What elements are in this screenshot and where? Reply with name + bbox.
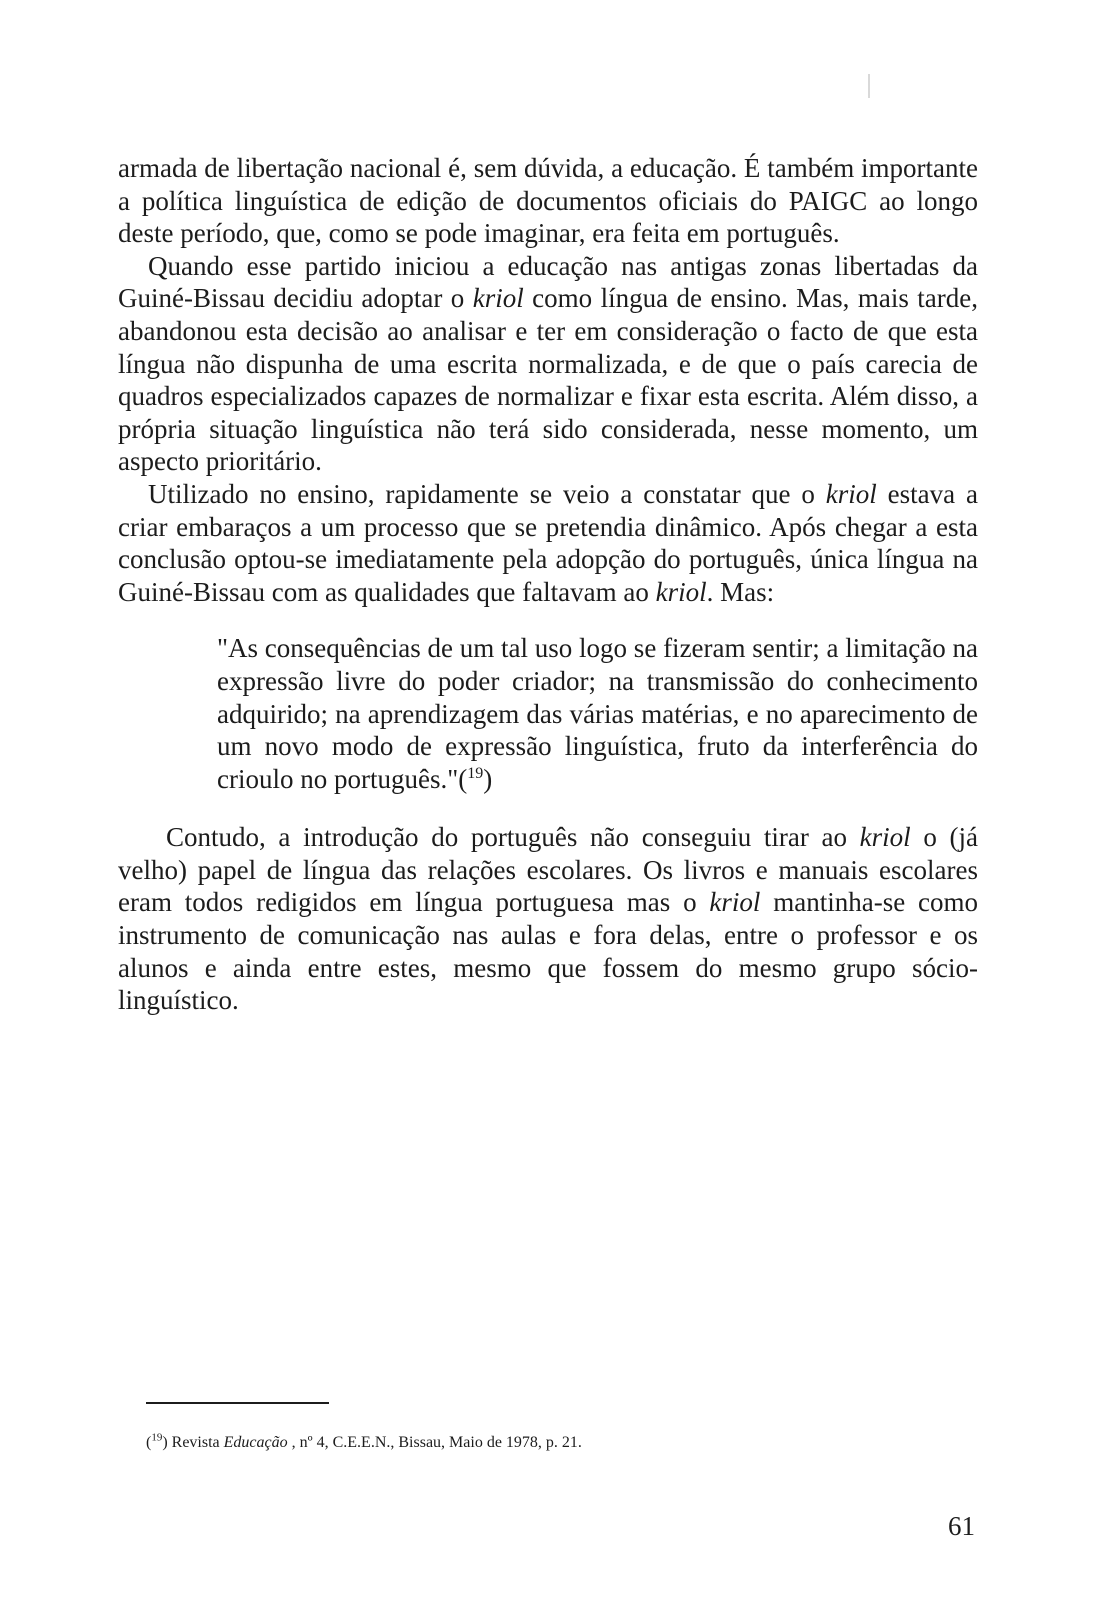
term-kriol: kriol bbox=[859, 822, 911, 853]
paragraph-3-text-a: Utilizado no ensino, rapidamente se veio a constatar que o bbox=[148, 478, 826, 509]
paragraph-1-text: armada de libertação nacional é, sem dúvida, a educação. É também importante a política linguística de edição de documentos oficiais do PAIGC ao longo deste período, que, como se pode imaginar, era feita em português. bbox=[118, 153, 978, 249]
paragraph-4-text-c: mantinha-se como instrumento de comunicação nas aulas e fora delas, entre o professor e os alunos e ainda entre estes, mesmo que fossem do mesmo grupo sócio-linguístico. bbox=[118, 887, 978, 1016]
footnote-text-b: , nº 4, C.E.E.N., Bissau, Maio de 1978, p. 21. bbox=[287, 1434, 582, 1451]
paragraph-2-text-a: Quando esse partido iniciou a educação nas antigas zonas libertadas da Guiné-Bissau decidiu adoptar o bbox=[118, 250, 978, 314]
term-kriol: kriol bbox=[655, 576, 707, 607]
footnote-journal: Educação bbox=[223, 1434, 288, 1451]
paragraph-1 bbox=[118, 152, 978, 250]
paragraph-2-text-b: como língua de ensino. Mas, mais tarde, abandonou esta decisão ao analisar e ter em consideração o facto de que esta língua não dispunha de uma escrita normalizada, e de que o país carecia de quadros especializados capazes de normalizar e fixar esta escrita. Além disso, a própria situação linguística não terá sido considerada, nesse momento, um aspecto prioritário. bbox=[118, 283, 979, 477]
quote-text: "As consequências de um tal uso logo se fizeram sentir; a limitação na expressão livre do poder criador; na transmissão do conhecimento adquirido; na aprendizagem das várias matérias, e no aparecimento de um novo modo de expressão linguística, fruto da interferência do crioulo no português."( bbox=[217, 633, 978, 794]
paragraph-4-text-a: Contudo, a introdução do português não conseguiu tirar ao bbox=[166, 822, 860, 853]
footnote bbox=[146, 1432, 906, 1454]
paragraph-2 bbox=[118, 250, 978, 478]
paragraph-3 bbox=[118, 478, 978, 608]
body-text bbox=[118, 152, 978, 1017]
scan-speck bbox=[868, 74, 870, 98]
footnote-divider bbox=[146, 1402, 329, 1404]
paragraph-4-text-b: o (já velho) papel de língua das relações escolares. Os livros e manuais escolares eram todos redigidos em língua portuguesa mas o bbox=[118, 822, 978, 918]
page-number: 61 bbox=[948, 1511, 975, 1541]
footnote-reference: 19 bbox=[467, 764, 484, 782]
term-kriol: kriol bbox=[472, 283, 524, 314]
term-kriol: kriol bbox=[709, 887, 761, 918]
paragraph-3-text-b: estava a criar embaraços a um processo que se pretendia dinâmico. Após chegar a esta conclusão optou-se imediatamente pela adopção do português, única língua na Guiné-Bissau com as qualidades que faltavam ao bbox=[118, 478, 978, 607]
paragraph-4 bbox=[118, 821, 978, 1017]
quote-close: ) bbox=[483, 763, 493, 794]
footnote-open: ( bbox=[146, 1434, 152, 1451]
footnote-text-a: ) Revista bbox=[162, 1434, 224, 1451]
footnote-number: 19 bbox=[151, 1431, 163, 1444]
paragraph-3-text-c: . Mas: bbox=[706, 576, 775, 607]
block-quote bbox=[217, 632, 978, 795]
term-kriol: kriol bbox=[825, 478, 877, 509]
